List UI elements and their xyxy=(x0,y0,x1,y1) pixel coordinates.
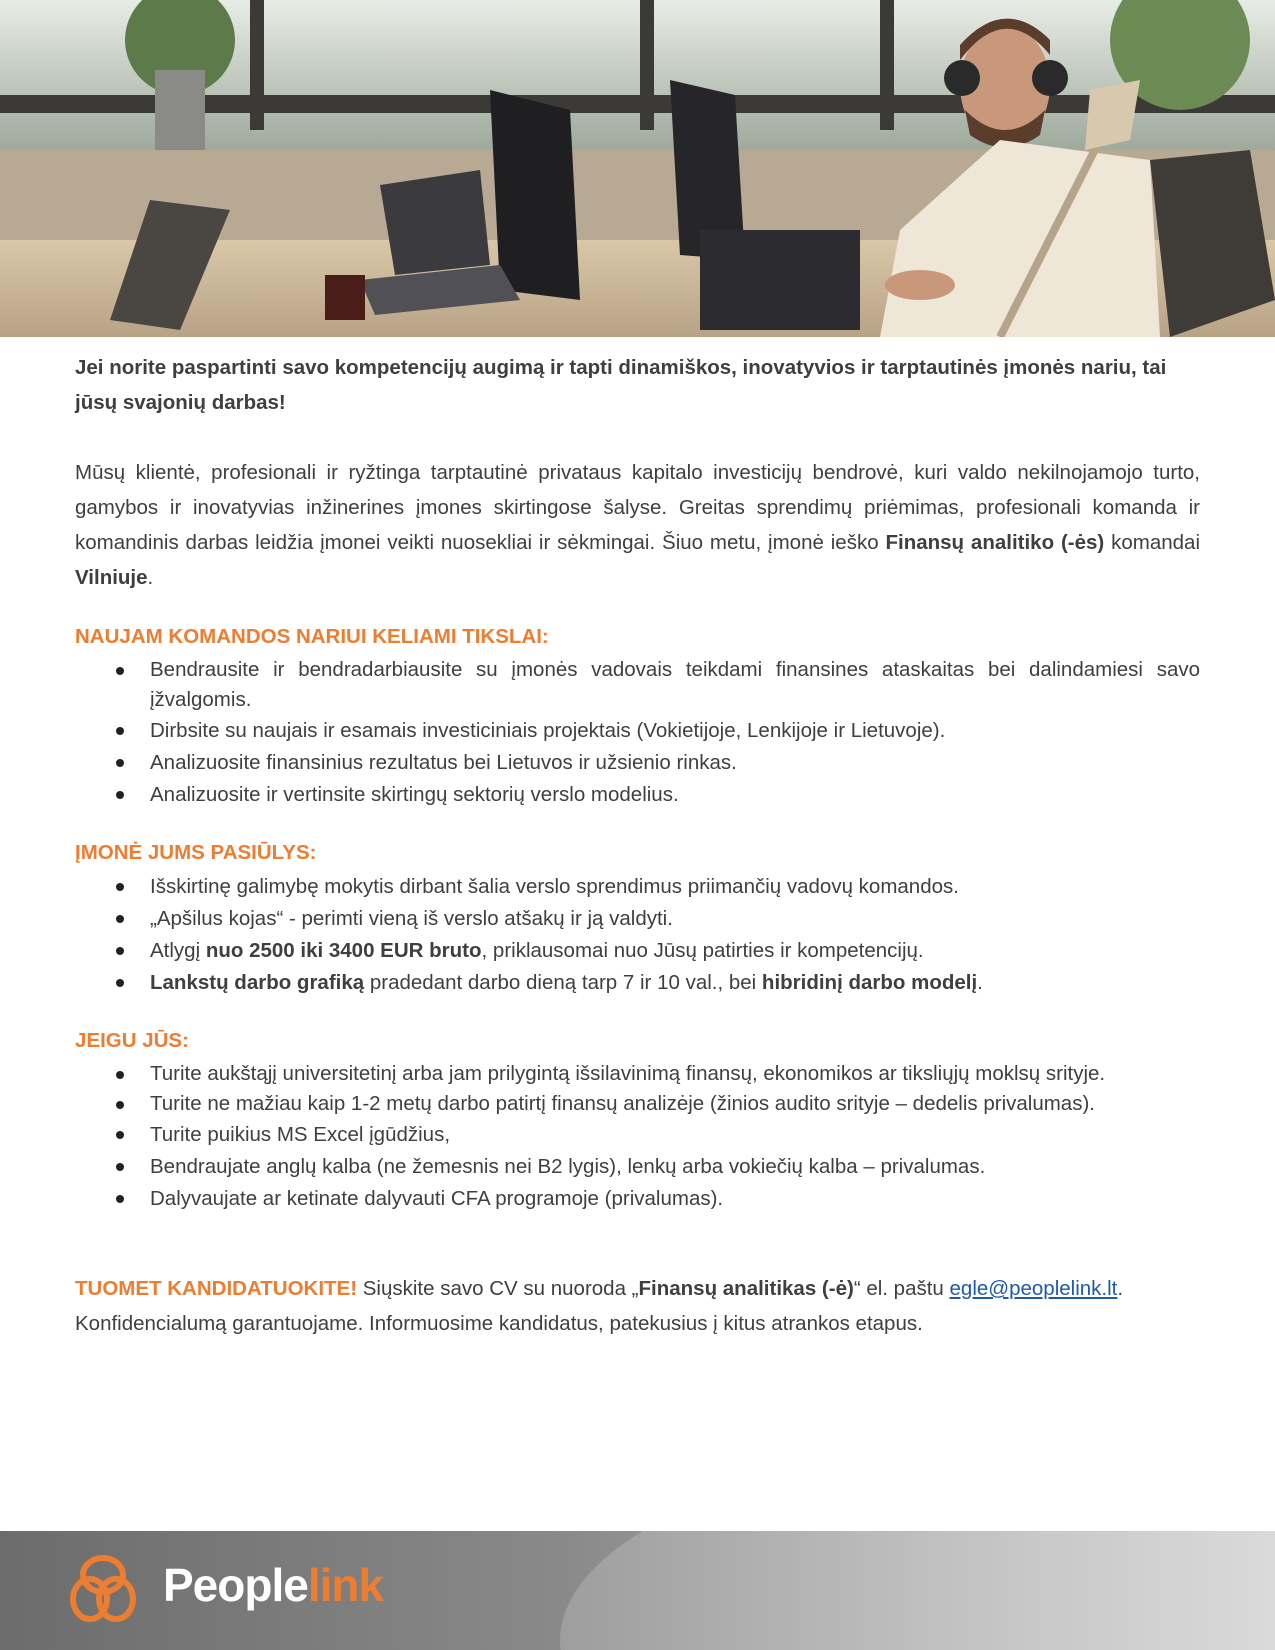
goals-list xyxy=(75,655,1200,811)
requirements-title: JEIGU JŪS: xyxy=(75,1029,189,1052)
list-item: Dirbsite su naujais ir esamais investiciniais projektais (Vokietijoje, Lenkijoje ir Lietuvoje). xyxy=(75,715,1200,747)
list-item: „Apšilus kojas“ - perimti vieną iš verslo atšakų ir ją valdyti. xyxy=(75,903,1200,935)
confidentiality-text: Konfidencialumą garantuojame. Informuosime kandidatus, patekusius į kitus atrankos etapus. xyxy=(75,1312,923,1335)
job-ad-content xyxy=(75,350,1200,1341)
offer-list xyxy=(75,871,1200,999)
about-text: Mūsų klientė, profesionali ir ryžtinga tarptautinė privataus kapitalo investicijų bendrovė, kuri valdo nekilnojamojo turto, gamybos ir inovatyvias inžinerines įmones skirtingose šalyse. Greitas sprendimų priėmimas, profesionali komanda ir komandinis darbas leidžia įmonei veikti nuosekliai ir sėkmingai. Šiuo metu, įmonė ieško xyxy=(75,461,1200,554)
peoplelink-logo xyxy=(163,1555,383,1615)
list-item: Išskirtinę galimybę mokytis dirbant šalia verslo sprendimus priimančių vadovų komandos. xyxy=(75,871,1200,903)
apply-paragraph xyxy=(75,1271,1200,1341)
brand-white: People xyxy=(163,1559,308,1611)
about-end: . xyxy=(147,566,154,589)
about-middle: komandai xyxy=(1104,531,1201,554)
apply-reference: Finansų analitikas (-ė) xyxy=(638,1277,854,1300)
requirements-list xyxy=(75,1059,1200,1215)
peoplelink-logo-icon xyxy=(68,1553,138,1625)
list-item xyxy=(75,935,1200,967)
position-name: Finansų analitiko (-ės) xyxy=(885,531,1105,554)
goals-title: NAUJAM KOMANDOS NARIUI KELIAMI TIKSLAI: xyxy=(75,625,549,648)
apply-cta: TUOMET KANDIDATUOKITE! xyxy=(75,1277,358,1300)
flex-schedule: Lankstų darbo grafiką xyxy=(150,971,365,994)
list-item: Bendraujate anglų kalba (ne žemesnis nei B2 lygis), lenkų arba vokiečių kalba – privalumas. xyxy=(75,1151,1200,1183)
list-item: Turite aukštąjį universitetinį arba jam prilygintą išsilavinimą finansų, ekonomikos ar tiksliųjų moklsų srityje. xyxy=(75,1059,1200,1089)
list-item: Turite puikius MS Excel įgūdžius, xyxy=(75,1119,1200,1151)
list-item: Bendrausite ir bendradarbiausite su įmonės vadovais teikdami finansines ataskaitas bei dalindamiesi savo įžvalgomis. xyxy=(75,655,1200,715)
salary-range: nuo 2500 iki 3400 EUR bruto xyxy=(205,939,482,962)
offer-title: ĮMONĖ JUMS PASIŪLYS: xyxy=(75,841,317,864)
office-photo xyxy=(0,0,1275,337)
hero-photo xyxy=(0,0,1275,337)
city-name: Vilniuje xyxy=(75,566,148,589)
salary-prefix: Atlygį xyxy=(150,939,206,962)
list-item: Turite ne mažiau kaip 1-2 metų darbo patirtį finansų analizėje (žinios audito srityje – dedelis privalumas). xyxy=(75,1089,1200,1119)
brand-orange: link xyxy=(307,1559,384,1611)
email-link[interactable]: egle@peoplelink.lt xyxy=(949,1277,1118,1300)
apply-text-2: “ el. paštu xyxy=(853,1277,950,1300)
flex-text: pradedant darbo dieną tarp 7 ir 10 val., bei xyxy=(364,971,762,994)
footer-bar xyxy=(0,1531,1275,1650)
apply-text: Siųskite savo CV su nuoroda „ xyxy=(357,1277,639,1300)
apply-dot: . xyxy=(1117,1277,1124,1300)
list-item: Analizuosite ir vertinsite skirtingų sektorių verslo modelius. xyxy=(75,779,1200,811)
hybrid-model: hibridinį darbo modelį xyxy=(761,971,978,994)
list-item: Dalyvaujate ar ketinate dalyvauti CFA programoje (privalumas). xyxy=(75,1183,1200,1215)
intro-text: Jei norite paspartinti savo kompetencijų augimą ir tapti dinamiškos, inovatyvios ir tarptautinės įmonės nariu, tai jūsų svajonių darbas! xyxy=(75,356,1167,414)
list-item xyxy=(75,967,1200,999)
list-item: Analizuosite finansinius rezultatus bei Lietuvos ir užsienio rinkas. xyxy=(75,747,1200,779)
about-paragraph xyxy=(75,455,1200,595)
footer-decoration xyxy=(560,1531,1275,1650)
flex-end: . xyxy=(977,971,983,994)
salary-suffix: , priklausomai nuo Jūsų patirties ir kompetencijų. xyxy=(481,939,924,962)
